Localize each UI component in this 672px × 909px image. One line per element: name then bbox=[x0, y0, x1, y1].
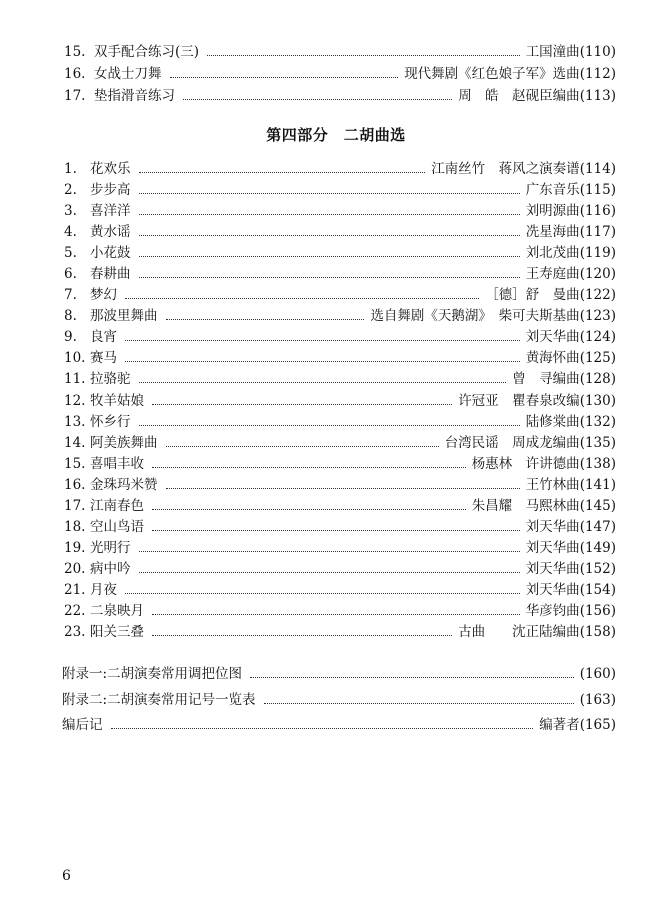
entry-title: 春耕曲 bbox=[90, 266, 131, 283]
entry-page: (138) bbox=[579, 455, 616, 472]
toc-entry[interactable] bbox=[64, 624, 616, 645]
entry-number: 7. bbox=[64, 287, 77, 304]
toc-entry[interactable] bbox=[64, 414, 616, 435]
entry-credit: 刘天华曲 bbox=[525, 560, 580, 577]
entry-title: 金珠玛米赞 bbox=[90, 476, 158, 493]
dot-leader bbox=[139, 276, 520, 278]
toc-entry[interactable] bbox=[64, 88, 616, 110]
entry-number: 9. bbox=[64, 329, 77, 346]
entry-title: 喜唱丰收 bbox=[90, 455, 144, 472]
entry-number: 10. bbox=[64, 350, 86, 367]
toc-entry[interactable] bbox=[64, 287, 616, 308]
entry-number: 16. bbox=[64, 476, 86, 493]
dot-leader bbox=[111, 727, 534, 729]
entry-title: 怀乡行 bbox=[90, 413, 131, 430]
section-heading: 第四部分 二胡曲选 bbox=[266, 126, 406, 144]
entry-title: 编后记 bbox=[62, 717, 103, 733]
toc-entry[interactable] bbox=[64, 329, 616, 350]
toc-entry[interactable] bbox=[64, 245, 616, 266]
dot-leader bbox=[139, 255, 520, 257]
toc-entry[interactable] bbox=[64, 561, 616, 582]
entry-number: 12. bbox=[64, 392, 86, 409]
entry-page: (113) bbox=[579, 88, 616, 104]
toc-entry[interactable] bbox=[64, 266, 616, 287]
entry-credit: 工国潼曲 bbox=[525, 44, 580, 60]
toc-entry[interactable] bbox=[64, 350, 616, 371]
entry-page: (165) bbox=[579, 717, 616, 733]
dot-leader bbox=[207, 54, 520, 56]
entry-credit: 广东音乐 bbox=[525, 182, 580, 199]
entry-title: 附录二:二胡演奏常用记号一览表 bbox=[62, 691, 256, 708]
entry-title: 拉骆驼 bbox=[90, 371, 131, 388]
entry-title: 江南春色 bbox=[90, 497, 144, 514]
entry-page: (152) bbox=[579, 560, 616, 577]
toc-entry[interactable] bbox=[64, 435, 616, 456]
toc-entry[interactable] bbox=[64, 182, 616, 203]
toc-entry[interactable] bbox=[64, 456, 616, 477]
toc-entry[interactable] bbox=[64, 477, 616, 498]
dot-leader bbox=[125, 339, 520, 341]
entry-number: 13. bbox=[64, 413, 86, 430]
dot-leader bbox=[152, 529, 520, 531]
toc-entry[interactable] bbox=[64, 66, 616, 88]
entry-number: 17. bbox=[64, 88, 86, 104]
toc-part-erhu-pieces bbox=[64, 161, 616, 645]
entry-credit: 编著者 bbox=[539, 717, 580, 733]
toc-entry[interactable] bbox=[64, 224, 616, 245]
entry-title: 双手配合练习(三) bbox=[94, 44, 200, 60]
entry-credit: 王竹林曲 bbox=[525, 476, 580, 493]
toc-entry[interactable] bbox=[62, 692, 616, 718]
entry-page: (123) bbox=[579, 308, 616, 325]
entry-number: 17. bbox=[64, 497, 86, 514]
entry-title: 阿美族舞曲 bbox=[90, 434, 158, 451]
entry-credit: 陆修棠曲 bbox=[525, 413, 580, 430]
entry-page: (128) bbox=[579, 371, 616, 388]
entry-title: 女战士刀舞 bbox=[94, 66, 162, 82]
dot-leader bbox=[152, 466, 466, 468]
entry-page: (141) bbox=[579, 476, 616, 493]
toc-entry[interactable] bbox=[64, 393, 616, 414]
dot-leader bbox=[166, 445, 439, 447]
entry-page: (122) bbox=[579, 287, 616, 304]
entry-title: 黄水谣 bbox=[90, 224, 131, 241]
entry-number: 22. bbox=[64, 602, 86, 619]
entry-credit: 冼星海曲 bbox=[525, 224, 580, 241]
page-number: 6 bbox=[62, 868, 71, 884]
entry-credit: 曾 寻编曲 bbox=[512, 371, 580, 388]
entry-number: 19. bbox=[64, 539, 86, 556]
entry-number: 6. bbox=[64, 266, 77, 283]
entry-credit: 刘天华曲 bbox=[525, 539, 580, 556]
entry-title: 赛马 bbox=[90, 350, 117, 367]
entry-page: (116) bbox=[579, 203, 616, 220]
entry-credit: 华彦钧曲 bbox=[525, 602, 580, 619]
entry-page: (156) bbox=[579, 602, 616, 619]
entry-title: 良宵 bbox=[90, 329, 117, 346]
entry-credit: 刘明源曲 bbox=[525, 203, 580, 220]
dot-leader bbox=[139, 550, 520, 552]
entry-number: 20. bbox=[64, 560, 86, 577]
entry-number: 3. bbox=[64, 203, 77, 220]
dot-leader bbox=[125, 592, 520, 594]
entry-number: 11. bbox=[64, 371, 86, 388]
entry-page: (112) bbox=[579, 66, 616, 82]
entry-credit: 朱昌耀 马熙林曲 bbox=[471, 497, 580, 514]
entry-number: 15. bbox=[64, 455, 86, 472]
dot-leader bbox=[125, 297, 479, 299]
dot-leader bbox=[152, 613, 520, 615]
dot-leader bbox=[139, 234, 520, 236]
dot-leader bbox=[166, 487, 520, 489]
entry-page: (124) bbox=[579, 329, 616, 346]
entry-credit: 周 皓 赵砚臣编曲 bbox=[458, 88, 580, 104]
toc-entry[interactable] bbox=[64, 308, 616, 329]
entry-title: 垫指滑音练习 bbox=[94, 88, 175, 104]
entry-title: 花欢乐 bbox=[90, 161, 131, 177]
dot-leader bbox=[170, 76, 399, 78]
entry-number: 2. bbox=[64, 182, 77, 199]
entry-credit: 刘北茂曲 bbox=[525, 245, 580, 262]
entry-page: (114) bbox=[579, 161, 616, 177]
entry-page: (110) bbox=[579, 44, 616, 60]
toc-entry[interactable] bbox=[62, 666, 616, 692]
toc-entry[interactable] bbox=[64, 519, 616, 540]
toc-entry[interactable] bbox=[64, 603, 616, 624]
toc-appendix bbox=[62, 666, 616, 743]
entry-title: 梦幻 bbox=[90, 287, 117, 304]
entry-title: 光明行 bbox=[90, 539, 131, 556]
entry-page: (130) bbox=[579, 392, 616, 409]
dot-leader bbox=[166, 318, 365, 320]
entry-number: 8. bbox=[64, 308, 77, 325]
entry-number: 5. bbox=[64, 245, 77, 262]
toc-entry[interactable] bbox=[64, 203, 616, 224]
entry-page: (160) bbox=[579, 666, 616, 682]
entry-title: 空山鸟语 bbox=[90, 518, 144, 535]
entry-credit: 刘天华曲 bbox=[525, 581, 580, 598]
entry-number: 4. bbox=[64, 224, 77, 241]
dot-leader bbox=[264, 702, 574, 704]
toc-part-exercises bbox=[64, 44, 616, 110]
dot-leader bbox=[139, 424, 520, 426]
entry-credit: 许冠亚 瞿春泉改编 bbox=[458, 392, 580, 409]
entry-title: 步步高 bbox=[90, 182, 131, 199]
entry-title: 病中吟 bbox=[90, 560, 131, 577]
entry-credit: 王寿庭曲 bbox=[525, 266, 580, 283]
toc-entry[interactable] bbox=[64, 161, 616, 182]
entry-title: 喜洋洋 bbox=[90, 203, 131, 220]
dot-leader bbox=[125, 360, 520, 362]
entry-page: (117) bbox=[579, 224, 616, 241]
dot-leader bbox=[139, 571, 520, 573]
dot-leader bbox=[152, 634, 452, 636]
entry-number: 18. bbox=[64, 518, 86, 535]
entry-title: 牧羊姑娘 bbox=[90, 392, 144, 409]
entry-number: 21. bbox=[64, 581, 86, 598]
entry-number: 15. bbox=[64, 44, 86, 60]
dot-leader bbox=[139, 213, 520, 215]
entry-page: (147) bbox=[579, 518, 616, 535]
dot-leader bbox=[250, 676, 574, 678]
entry-credit: 现代舞剧《红色娘子军》选曲 bbox=[404, 66, 580, 82]
entry-credit: 选自舞剧《天鹅湖》 柴可夫斯基曲 bbox=[370, 308, 580, 325]
dot-leader bbox=[183, 98, 452, 100]
entry-page: (115) bbox=[579, 182, 616, 199]
toc-entry[interactable] bbox=[64, 44, 616, 66]
entry-credit: 杨惠林 许讲德曲 bbox=[471, 455, 580, 472]
toc-entry[interactable] bbox=[64, 371, 616, 392]
entry-number: 1. bbox=[64, 161, 77, 177]
entry-credit: 刘天华曲 bbox=[525, 518, 580, 535]
entry-credit: 刘天华曲 bbox=[525, 329, 580, 346]
entry-page: (149) bbox=[579, 539, 616, 556]
entry-credit: 黄海怀曲 bbox=[525, 350, 580, 367]
dot-leader bbox=[139, 171, 426, 173]
entry-title: 阳关三叠 bbox=[90, 624, 144, 641]
entry-page: (135) bbox=[579, 434, 616, 451]
toc-entry[interactable] bbox=[64, 540, 616, 561]
entry-page: (158) bbox=[579, 624, 616, 641]
entry-number: 16. bbox=[64, 66, 86, 82]
dot-leader bbox=[139, 381, 507, 383]
entry-page: (119) bbox=[579, 245, 616, 262]
entry-title: 附录一:二胡演奏常用调把位图 bbox=[62, 666, 243, 682]
entry-credit: ［德］舒 曼曲 bbox=[485, 287, 580, 304]
entry-page: (154) bbox=[579, 581, 616, 598]
entry-page: (120) bbox=[579, 266, 616, 283]
dot-leader bbox=[152, 508, 466, 510]
toc-entry[interactable] bbox=[62, 717, 616, 743]
entry-credit: 台湾民谣 周成龙编曲 bbox=[444, 434, 580, 451]
entry-title: 小花鼓 bbox=[90, 245, 131, 262]
toc-entry[interactable] bbox=[64, 498, 616, 519]
entry-title: 二泉映月 bbox=[90, 602, 144, 619]
toc-entry[interactable] bbox=[64, 582, 616, 603]
dot-leader bbox=[139, 192, 520, 194]
entry-title: 那波里舞曲 bbox=[90, 308, 158, 325]
entry-number: 23. bbox=[64, 624, 86, 641]
dot-leader bbox=[152, 403, 452, 405]
entry-page: (132) bbox=[579, 413, 616, 430]
entry-number: 14. bbox=[64, 434, 86, 451]
entry-page: (163) bbox=[579, 691, 616, 708]
entry-credit: 江南丝竹 蒋风之演奏谱 bbox=[431, 161, 580, 177]
entry-page: (145) bbox=[579, 497, 616, 514]
entry-credit: 古曲 沈正陆编曲 bbox=[458, 624, 580, 641]
entry-title: 月夜 bbox=[90, 581, 117, 598]
entry-page: (125) bbox=[579, 350, 616, 367]
